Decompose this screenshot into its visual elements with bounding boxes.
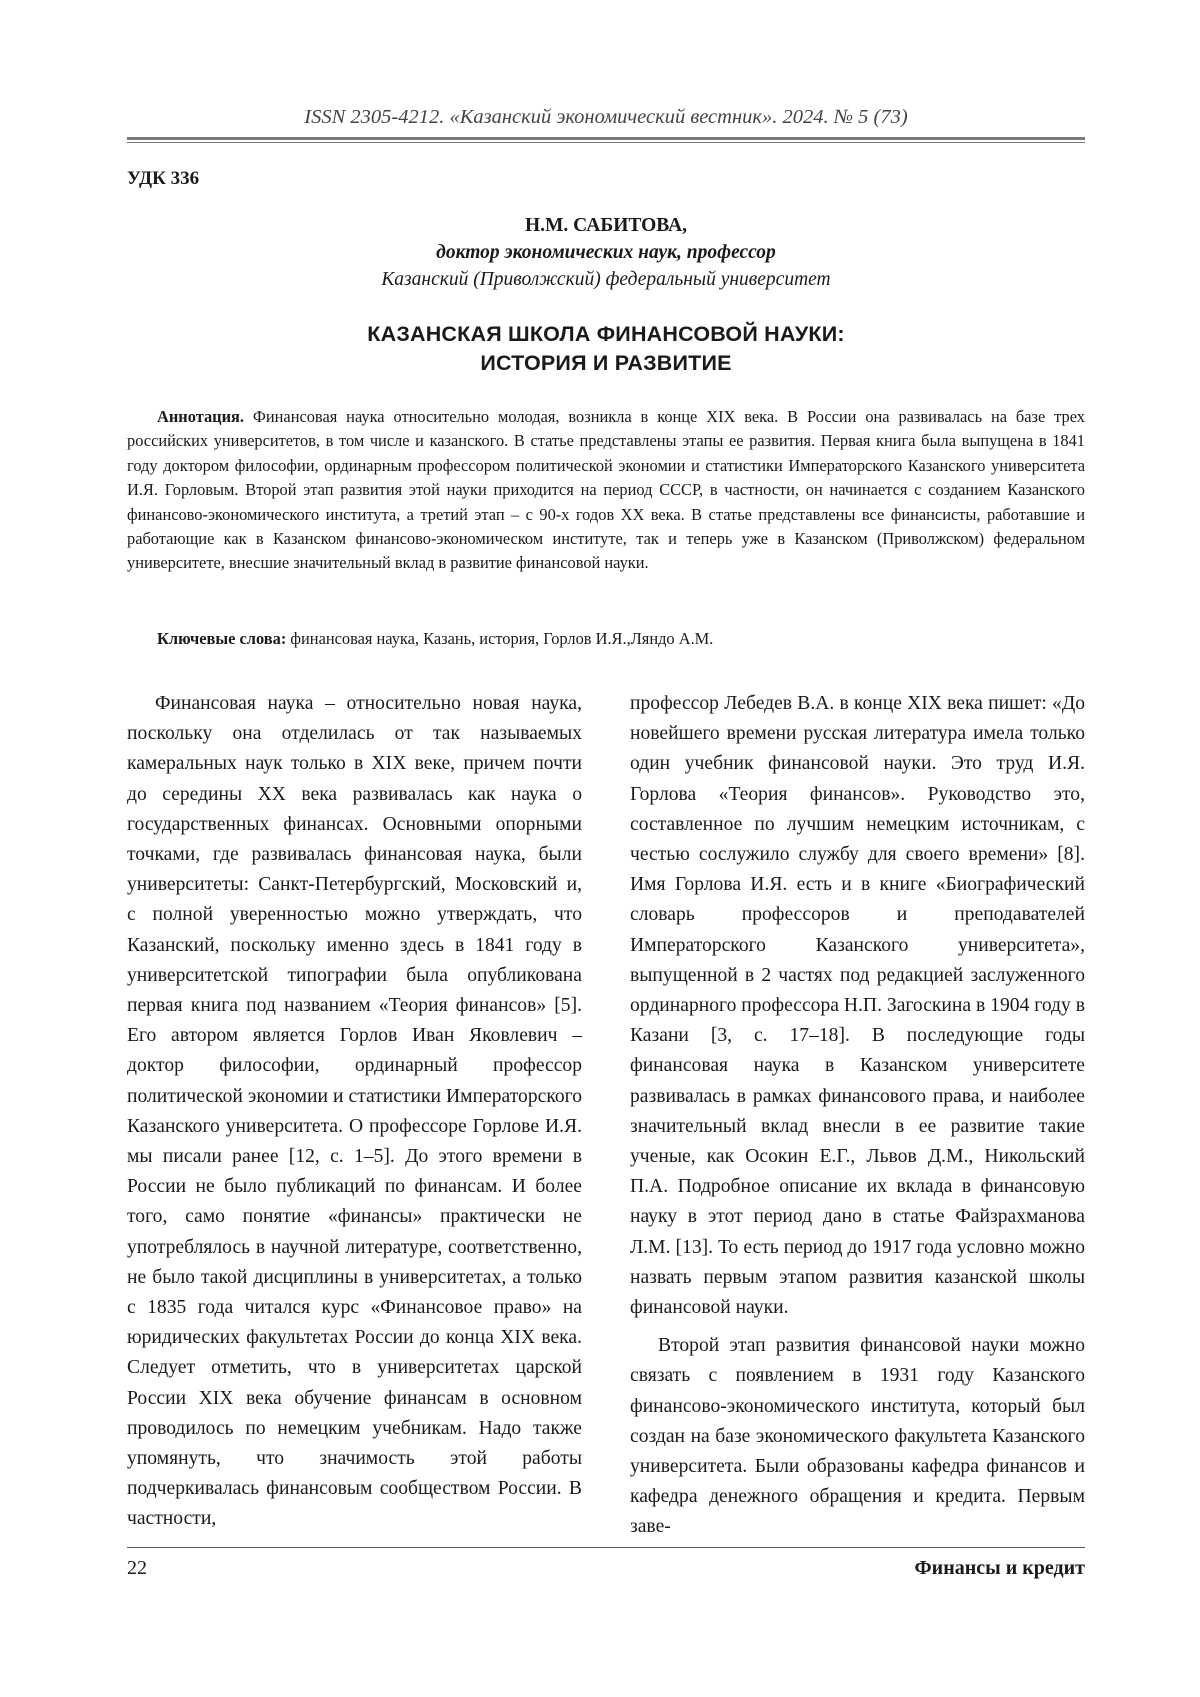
body-column-left [127,689,582,1535]
article-title-line-1: КАЗАНСКАЯ ШКОЛА ФИНАНСОВОЙ НАУКИ: [367,322,845,346]
author-name: Н.М. САБИТОВА, [524,215,688,236]
author-degree: доктор экономических наук, профессор [436,242,776,263]
body-paragraph: Второй этап развития финансовой науки можно связать с появлением в 1931 году Казанского финансово-экономического института, который был создан на базе экономического факультета Казанского университета. Были образованы кафедра финансов и кафедра денежного обращения и кредита. Первым заве- [630,1335,1085,1538]
footer-rule [127,1547,1085,1548]
author-affiliation: Казанский (Приволжский) федеральный университет [381,269,831,290]
body-column-right [630,689,1085,1543]
header-rule [127,137,1085,143]
keywords [127,627,1085,651]
author-block [127,212,1085,293]
running-head: ISSN 2305-4212. «Казанский экономический вестник». 2024. № 5 (73) [304,106,908,128]
abstract [127,405,1085,576]
body-paragraph: профессор Лебедев В.А. в конце XIX века пишет: «До новейшего времени русская литература имела только один учебник финансовой науки. Это труд И.Я. Горлова «Теория финансов». Руководство это, составленное по лучшим немецким источникам, с честью сослужило службу для своего времени» [8]. Имя Горлова И.Я. есть и в книге «Биографический словарь профессоров и преподавателей Императорского Казанского университета», выпущенной в 2 частях под редакцией заслуженного ординарного профессора Н.П. Загоскина в 1904 году в Казани [3, с. 17–18]. В последующие годы финансовая наука в Казанском университете развивалась в рамках финансового права, и наиболее значительный вклад внесли в ее развитие такие ученые, как Осокин Е.Г., Львов Д.М., Никольский П.А. Подробное описание их вклада в финансовую науку в этот период дано в статье Файзрахманова Л.М. [13]. То есть период до 1917 года условно можно назвать первым этапом развития казанской школы финансовой науки. [630,693,1085,1319]
udc-code: УДК 336 [127,168,200,189]
body-paragraph: Финансовая наука – относительно новая наука, поскольку она отделилась от так называемых камеральных наук только в XIX веке, причем почти до середины XX века развивалась как наука о государственных финансах. Основными опорными точками, где развивалась финансовая наука, были университеты: Санкт-Петербургский, Московский и, с полной уверенностью можно утверждать, что Казанский, поскольку именно здесь в 1841 году в университетской типографии была опубликована первая книга под названием «Теория финансов» [5]. Его автором является Горлов Иван Яковлевич – доктор философии, ординарный профессор политической экономии и статистики Императорского Казанского университета. О профессоре Горлове И.Я. мы писали ранее [12, с. 1–5]. До этого времени в России не было публикаций по финансам. И более того, само понятие «финансы» практически не употреблялось в научной литературе, соответственно, не было такой дисциплины в университетах, а только с 1835 года читался курс «Финансовое право» на юридических факультетах России до конца XIX века. Следует отметить, что в университетах царской России XIX века обучение финансам в основном проводилось по немецким учебникам. Надо также упомянуть, что значимость этой работы подчеркивалась финансовым сообществом России. В частности, [127,693,582,1530]
article-title [127,320,1085,378]
abstract-label: Аннотация. [157,407,245,426]
article-title-line-2: ИСТОРИЯ И РАЗВИТИЕ [480,351,732,375]
abstract-text: Финансовая наука относительно молодая, возникла в конце XIX века. В России она развивалась на базе трех российских университетов, в том числе и казанского. В статье представлены этапы ее развития. Первая книга была выпущена в 1841 году доктором философии, ординарным профессором политической экономии и статистики Императорского Казанского университета И.Я. Горловым. Второй этап развития этой науки приходится на период СССР, в частности, он начинается с созданием Казанского финансово-экономического института, а третий этап – с 90-х годов XX века. В статье представлены все финансисты, работавшие и работающие как в Казанском финансово-экономическом институте, так и теперь уже в Казанском (Приволжском) федеральном университете, внесшие значительный вклад в развитие финансовой науки. [127,407,1085,573]
page-number: 22 [127,1557,147,1579]
keywords-text: финансовая наука, Казань, история, Горлов И.Я.,Ляндо А.М. [290,629,714,648]
keywords-label: Ключевые слова: [157,629,287,648]
section-name: Финансы и кредит [914,1557,1085,1579]
